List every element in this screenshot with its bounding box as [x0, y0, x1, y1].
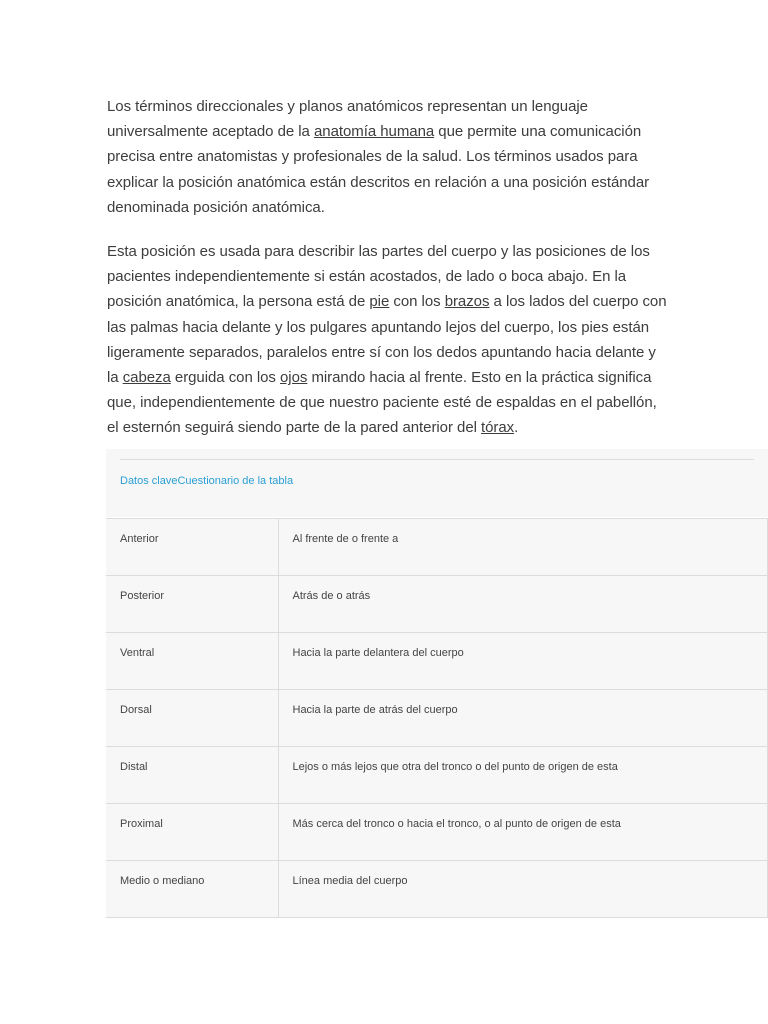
- inline-link[interactable]: cabeza: [122, 369, 171, 387]
- inline-link[interactable]: tórax: [481, 419, 515, 437]
- paragraph-text: Esta posición es usada para describir las partes del cuerpo y las posiciones de los pacientes independientemente si están acostados, de lado o boca abajo. En la posición anatómica, la persona está de: [107, 243, 650, 311]
- term-cell: Posterior: [106, 576, 278, 633]
- term-cell: Proximal: [106, 804, 278, 861]
- key-facts-box: [106, 449, 768, 918]
- directional-terms-table: [106, 518, 768, 918]
- inline-link[interactable]: brazos: [444, 293, 490, 311]
- term-cell: Medio o mediano: [106, 861, 278, 918]
- term-cell: Anterior: [106, 519, 278, 576]
- paragraph-text: a los lados del cuerpo con las palmas hacia delante y los pulgares apuntando lejos del cuerpo, los pies están ligeramente separados, paralelos entre sí con los dedos apuntando hacia delante y la: [107, 293, 667, 387]
- definition-cell: Más cerca del tronco o hacia el tronco, o al punto de origen de esta: [278, 804, 768, 861]
- table-row: [106, 804, 768, 861]
- table-row: [106, 861, 768, 918]
- table-row: [106, 747, 768, 804]
- definition-cell: Lejos o más lejos que otra del tronco o del punto de origen de esta: [278, 747, 768, 804]
- term-cell: Ventral: [106, 633, 278, 690]
- intro-paragraph: [107, 94, 667, 220]
- header-divider: [120, 459, 754, 460]
- paragraph-text: mirando hacia al frente. Esto en la práctica significa que, independientemente de que nuestro paciente esté de espaldas en el pabellón, el esternón seguirá siendo parte de la pared anterior del: [107, 369, 657, 437]
- term-cell: Dorsal: [106, 690, 278, 747]
- key-facts-tabs: [120, 475, 293, 487]
- definition-cell: Al frente de o frente a: [278, 519, 768, 576]
- paragraph-text: que permite una comunicación precisa entre anatomistas y profesionales de la salud. Los términos usados para explicar la posición anatómica están descritos en relación a una posición estándar denominada posición anatómica.: [107, 123, 650, 216]
- table-row: [106, 576, 768, 633]
- key-facts-header: [106, 449, 768, 518]
- paragraph-text: con los: [389, 293, 445, 311]
- table-row: [106, 690, 768, 747]
- table-row: [106, 633, 768, 690]
- definition-cell: Atrás de o atrás: [278, 576, 768, 633]
- paragraph-text: erguida con los: [170, 369, 280, 387]
- paragraph-text: .: [514, 419, 519, 437]
- anatomical-position-paragraph: [107, 239, 667, 441]
- definition-cell: Hacia la parte delantera del cuerpo: [278, 633, 768, 690]
- table-row: [106, 519, 768, 576]
- paragraph-text: Los términos direccionales y planos anatómicos representan un lenguaje universalmente aceptado de la: [107, 98, 588, 141]
- article-body: [107, 94, 667, 460]
- term-cell: Distal: [106, 747, 278, 804]
- tab-table-quiz[interactable]: Cuestionario de la tabla: [177, 475, 294, 487]
- definition-cell: Hacia la parte de atrás del cuerpo: [278, 690, 768, 747]
- tab-key-facts[interactable]: Datos clave: [120, 475, 178, 487]
- definition-cell: Línea media del cuerpo: [278, 861, 768, 918]
- inline-link[interactable]: pie: [369, 293, 390, 311]
- inline-link[interactable]: ojos: [280, 369, 308, 387]
- inline-link[interactable]: anatomía humana: [313, 123, 435, 141]
